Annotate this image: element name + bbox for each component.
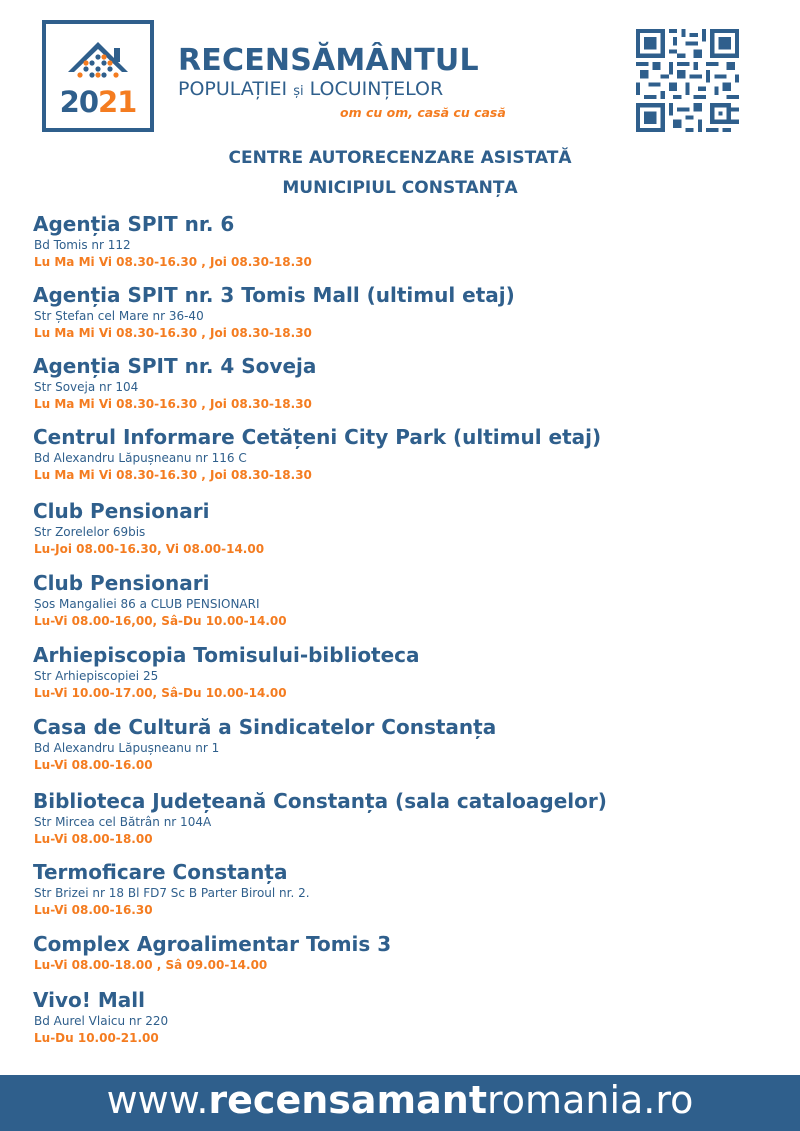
list-item: [33, 714, 793, 788]
center-hours: Lu-Vi 08.00-16.00: [34, 758, 153, 772]
list-item: [33, 353, 793, 424]
center-address: Str Zorelelor 69bis: [34, 525, 146, 539]
center-hours: Lu-Du 10.00-21.00: [34, 1031, 159, 1045]
center-address: Str Ștefan cel Mare nr 36-40: [34, 309, 204, 323]
list-item: [33, 788, 793, 859]
center-address: Bd Aurel Vlaicu nr 220: [34, 1014, 169, 1028]
list-item: [33, 859, 793, 931]
center-name: Vivo! Mall: [33, 988, 145, 1012]
center-name: Complex Agroalimentar Tomis 3: [33, 932, 392, 956]
center-name: Centrul Informare Cetățeni City Park (ultimul etaj): [33, 425, 602, 449]
center-name: Agenția SPIT nr. 4 Soveja: [33, 354, 317, 378]
center-hours: Lu Ma Mi Vi 08.30-16.30 , Joi 08.30-18.30: [34, 468, 312, 482]
list-item: [33, 570, 793, 642]
list-item: [33, 931, 793, 987]
tagline: om cu om, casă cu casă: [340, 105, 506, 120]
center-name: Agenția SPIT nr. 6: [33, 212, 235, 236]
center-hours: Lu-Vi 08.00-18.00: [34, 832, 153, 846]
center-name: Termoficare Constanța: [33, 860, 288, 884]
page-title: RECENSĂMÂNTUL: [178, 43, 479, 78]
center-name: Biblioteca Județeană Constanța (sala cataloagelor): [33, 789, 607, 813]
center-address: Str Brizei nr 18 Bl FD7 Sc B Parter Biroul nr. 2.: [34, 886, 310, 900]
center-name: Agenția SPIT nr. 3 Tomis Mall (ultimul etaj): [33, 283, 515, 307]
section-subheading: MUNICIPIUL CONSTANȚA: [282, 178, 518, 198]
list-item: [33, 424, 793, 498]
center-name: Club Pensionari: [33, 571, 210, 595]
list-item: [33, 642, 793, 714]
census-logo: [42, 20, 154, 132]
center-name: Arhiepiscopia Tomisului-biblioteca: [33, 643, 420, 667]
center-hours: Lu-Vi 08.00-18.00 , Sâ 09.00-14.00: [34, 958, 268, 972]
center-name: Casa de Cultură a Sindicatelor Constanța: [33, 715, 497, 739]
center-hours: Lu-Vi 08.00-16,00, Sâ-Du 10.00-14.00: [34, 614, 287, 628]
center-hours: Lu Ma Mi Vi 08.30-16.30 , Joi 08.30-18.30: [34, 255, 312, 269]
center-hours: Lu-Vi 10.00-17.00, Sâ-Du 10.00-14.00: [34, 686, 287, 700]
center-name: Club Pensionari: [33, 499, 210, 523]
list-item: [33, 282, 793, 353]
centers-list: [33, 211, 793, 1049]
list-item: [33, 498, 793, 570]
center-hours: Lu Ma Mi Vi 08.30-16.30 , Joi 08.30-18.30: [34, 397, 312, 411]
center-address: Str Mircea cel Bătrân nr 104A: [34, 815, 212, 829]
center-address: Bd Alexandru Lăpușneanu nr 1: [34, 741, 220, 755]
footer-website[interactable]: www.recensamantromania.ro: [0, 1075, 800, 1131]
center-address: Șos Mangaliei 86 a CLUB PENSIONARI: [34, 597, 260, 611]
qr-code-icon[interactable]: [636, 29, 739, 132]
center-address: Str Arhiepiscopiei 25: [34, 669, 159, 683]
center-address: Str Soveja nr 104: [34, 380, 139, 394]
center-hours: Lu-Vi 08.00-16.30: [34, 903, 153, 917]
center-hours: Lu-Joi 08.00-16.30, Vi 08.00-14.00: [34, 542, 265, 556]
center-address: Bd Alexandru Lăpușneanu nr 116 C: [34, 451, 247, 465]
center-address: Bd Tomis nr 112: [34, 238, 131, 252]
list-item: [33, 211, 793, 282]
list-item: [33, 987, 793, 1049]
center-hours: Lu Ma Mi Vi 08.30-16.30 , Joi 08.30-18.30: [34, 326, 312, 340]
section-heading: CENTRE AUTORECENZARE ASISTATĂ: [228, 148, 572, 168]
logo-year: 2021: [59, 85, 137, 119]
page-subtitle: POPULAȚIEI și LOCUINȚELOR: [178, 78, 444, 100]
